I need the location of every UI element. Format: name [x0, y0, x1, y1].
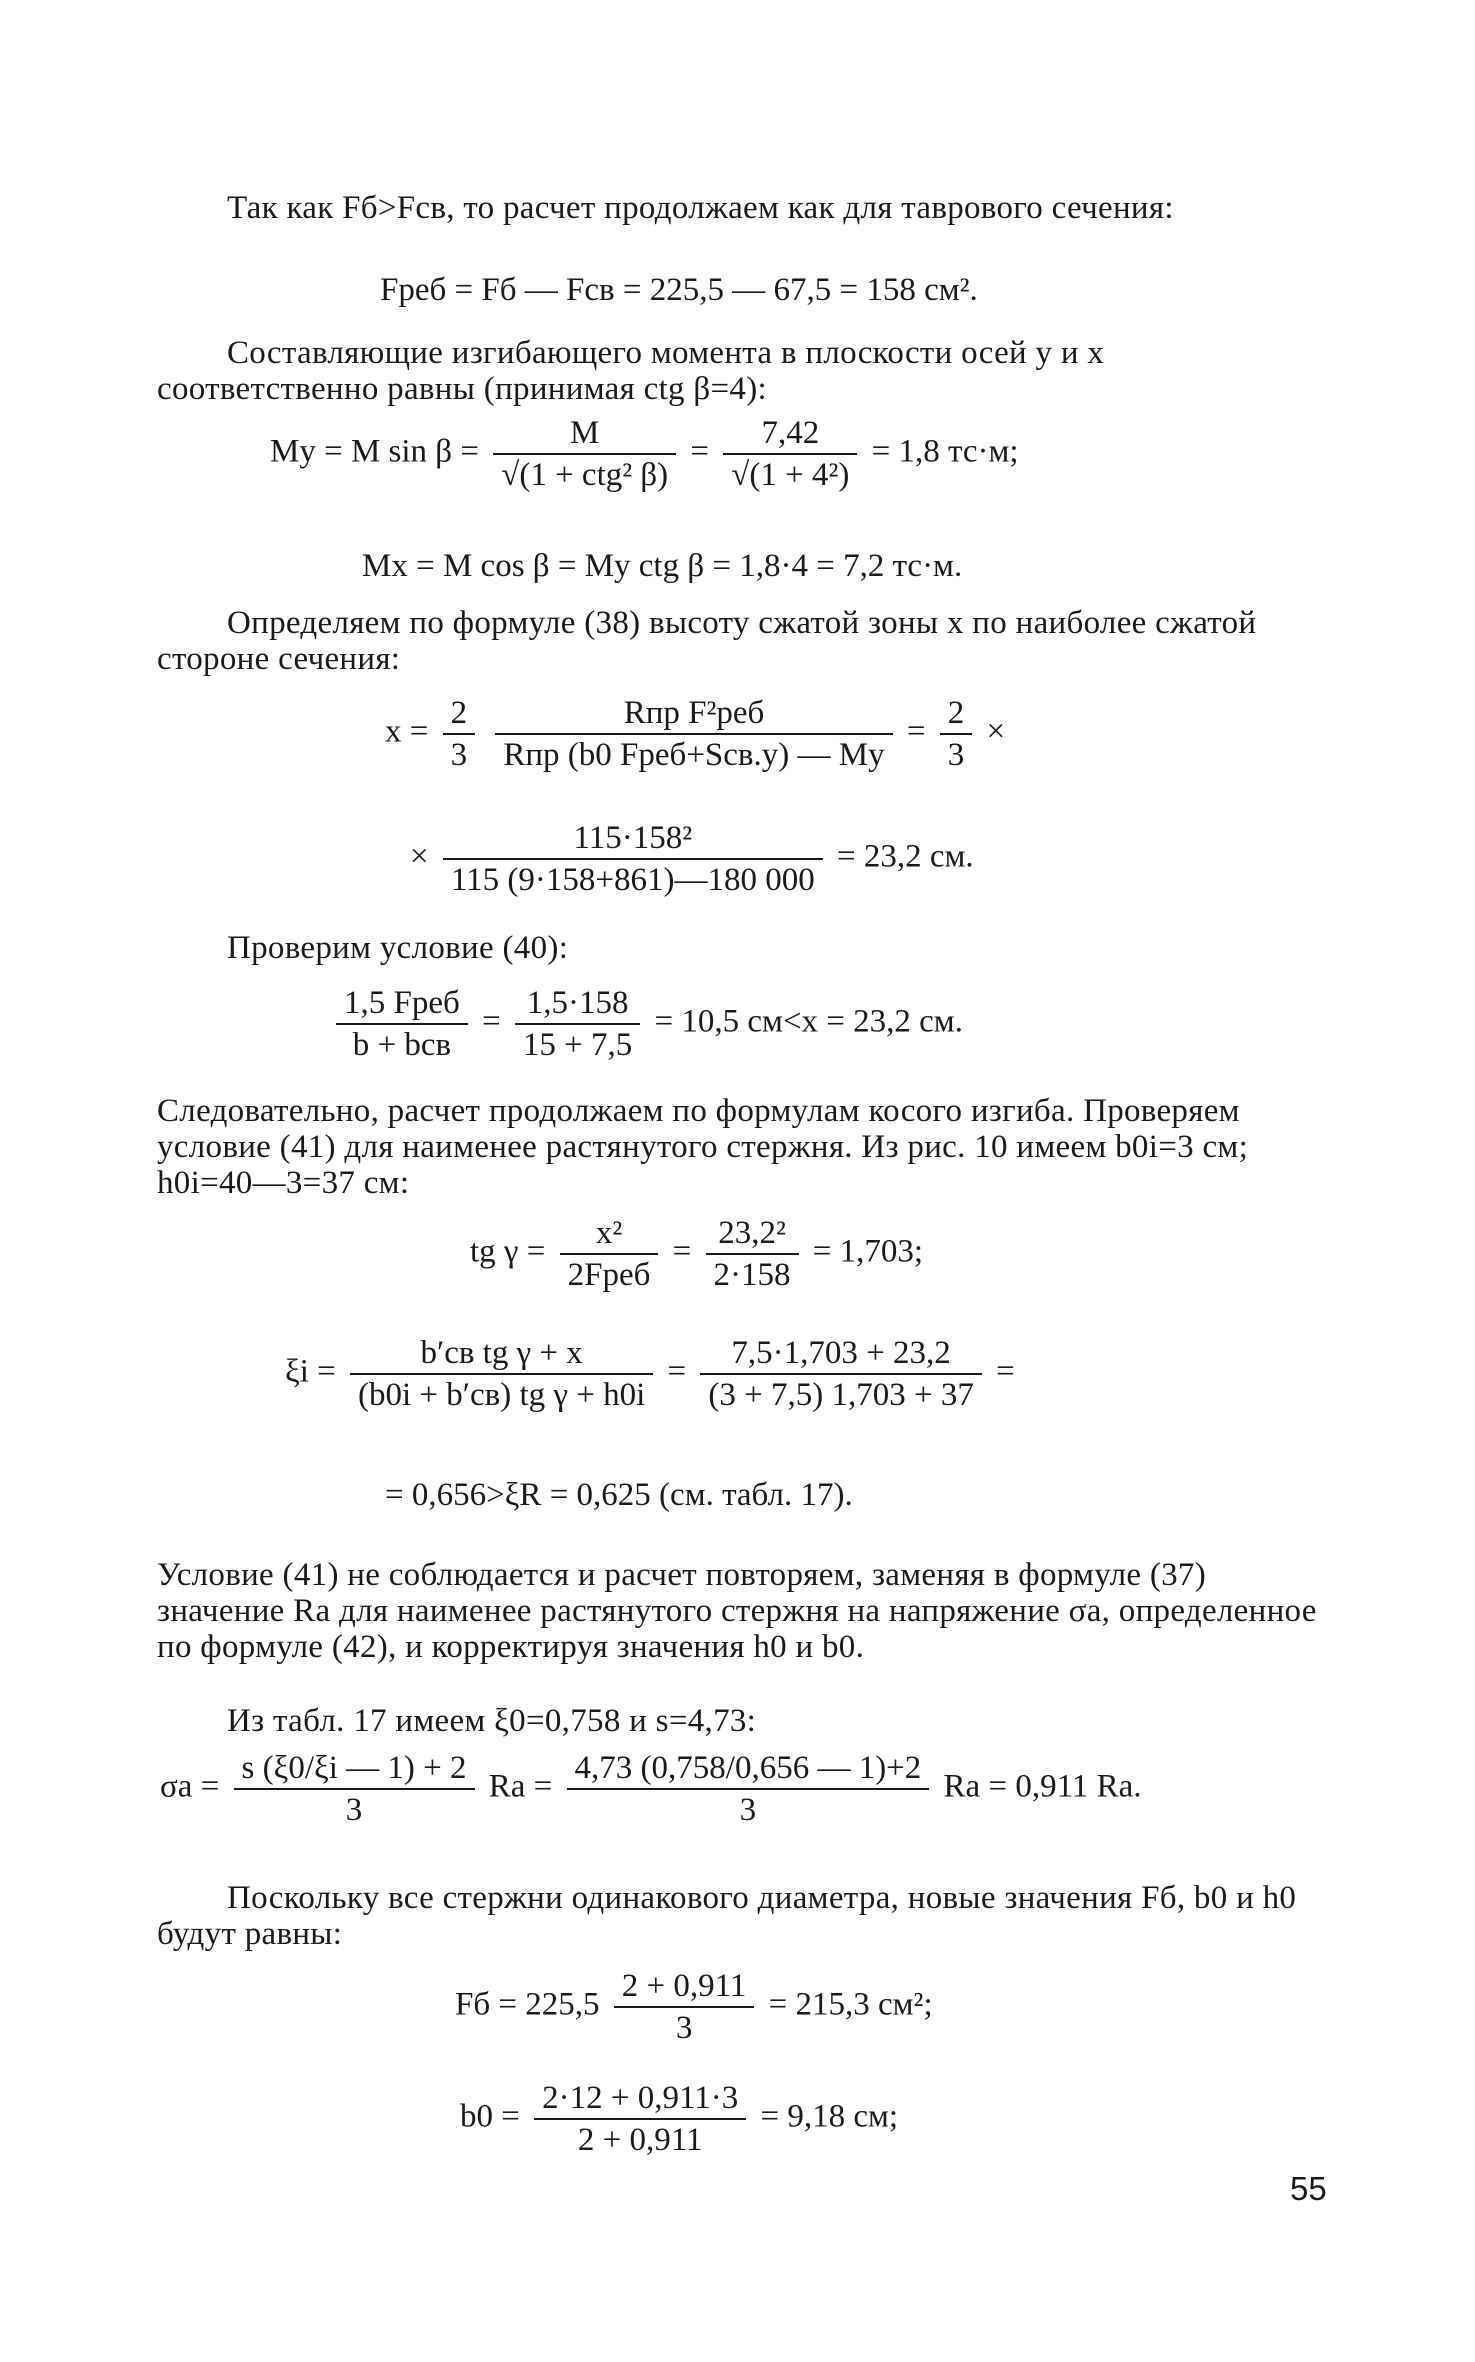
- denominator: 3: [450, 737, 468, 773]
- equals-sign: =: [906, 713, 926, 750]
- numerator: 2: [443, 695, 476, 735]
- fraction-232: [706, 1215, 799, 1293]
- denominator: 2·158: [713, 1257, 791, 1293]
- numerator: b′св tg γ + x: [350, 1335, 653, 1375]
- equation-tg-gamma-result: = 1,703;: [812, 1233, 924, 1270]
- equation-x-result: = 23,2 см.: [836, 838, 974, 875]
- fraction-115: [443, 820, 823, 898]
- equals-sign: =: [482, 1003, 501, 1040]
- paragraph-4: Проверим условие (40):: [227, 930, 569, 966]
- numerator: 2·12 + 0,911·3: [534, 2080, 746, 2120]
- fraction-2-0911: [614, 1968, 755, 2046]
- fraction-bsv: [350, 1335, 653, 1413]
- fraction-rpr: [495, 695, 892, 773]
- equation-my: [270, 415, 1019, 493]
- fraction-15-158: [515, 985, 640, 1063]
- equation-b0-lhs: b0 =: [460, 2098, 520, 2135]
- denominator: 3: [675, 2010, 693, 2046]
- numerator: M: [493, 415, 676, 455]
- numerator: s (ξ0/ξi — 1) + 2: [234, 1750, 475, 1790]
- denominator: 2Fреб: [567, 1257, 651, 1293]
- fraction-75: [700, 1335, 981, 1413]
- equation-sigma-a-lhs: σа =: [160, 1768, 220, 1805]
- times-sign: ×: [410, 838, 429, 875]
- equation-xi-result: = 0,656>ξR = 0,625 (см. табл. 17).: [385, 1477, 853, 1513]
- equation-sigma-a-result: Rа = 0,911 Rа.: [943, 1768, 1142, 1805]
- denominator: (3 + 7,5) 1,703 + 37: [708, 1377, 974, 1413]
- denominator: 2 + 0,911: [577, 2122, 703, 2158]
- denominator: b + bсв: [352, 1027, 452, 1063]
- numerator: 2 + 0,911: [614, 1968, 755, 2008]
- paragraph-5: Следовательно, расчет продолжаем по формулам косого изгиба. Проверяем условие (41) для наименее растянутого стержня. Из рис. 10 имеем b0i=3 см; h0i=40—3=37 см:: [157, 1093, 1249, 1201]
- paragraph-8: Поскольку все стержни одинакового диаметра, новые значения Fб, b0 и h0 будут равны:: [157, 1880, 1297, 1952]
- denominator: 3: [947, 737, 965, 773]
- denominator: 3: [345, 1792, 363, 1828]
- equation-sigma-a-mid: Rа =: [488, 1768, 553, 1805]
- denominator: √(1 + 4²): [731, 457, 850, 493]
- equation-tg-gamma: [470, 1215, 923, 1293]
- fraction-s-xi: [234, 1750, 475, 1828]
- fraction-m-over-root: [493, 415, 676, 493]
- numerator: x²: [560, 1215, 659, 1255]
- equation-mx: Mx = M cos β = My ctg β = 1,8·4 = 7,2 тс·м.: [362, 548, 963, 584]
- fraction-473: [567, 1750, 930, 1828]
- numerator: 1,5 Fреб: [336, 985, 468, 1025]
- equation-tg-gamma-lhs: tg γ =: [470, 1233, 546, 1270]
- equation-x-lhs: x =: [385, 713, 429, 750]
- fraction-212: [534, 2080, 746, 2158]
- numerator: 7,42: [723, 415, 857, 455]
- equation-fб: [455, 1968, 933, 2046]
- fraction-x2: [560, 1215, 659, 1293]
- paragraph-1: Так как Fб>Fсв, то расчет продолжаем как для таврового сечения:: [227, 190, 1174, 226]
- equation-sigma-a: [160, 1750, 1142, 1828]
- fraction-15fреб: [336, 985, 468, 1063]
- numerator: 115·158²: [443, 820, 823, 860]
- numerator: 1,5·158: [515, 985, 640, 1025]
- equation-check-40-result: = 10,5 см<x = 23,2 см.: [654, 1003, 963, 1040]
- equation-my-lhs: My = M sin β =: [270, 433, 479, 470]
- equals-sign: =: [672, 1233, 692, 1270]
- equation-fреб: Fреб = Fб — Fсв = 225,5 — 67,5 = 158 см².: [380, 272, 978, 308]
- equation-fб-result: = 215,3 см²;: [768, 1986, 933, 2023]
- fraction-742-over-root: [723, 415, 857, 493]
- equation-my-rhs: = 1,8 тс·м;: [871, 433, 1019, 470]
- equation-x: [385, 695, 1005, 773]
- paragraph-6: Условие (41) не соблюдается и расчет повторяем, заменяя в формуле (37) значение Rа для наименее растянутого стержня на напряжение σа, определенное по формуле (42), и корректируя значения h0 и b0.: [157, 1557, 1317, 1665]
- equation-xi-i-lhs: ξi =: [285, 1353, 336, 1390]
- page-number: 55: [1290, 2170, 1327, 2207]
- numerator: 23,2²: [706, 1215, 799, 1255]
- numerator: 7,5·1,703 + 23,2: [700, 1335, 981, 1375]
- equals-sign: =: [690, 433, 710, 470]
- equation-fб-lhs: Fб = 225,5: [455, 1986, 600, 2023]
- denominator: 15 + 7,5: [522, 1027, 633, 1063]
- denominator: (b0i + b′св) tg γ + h0i: [358, 1377, 646, 1413]
- paragraph-2: Составляющие изгибающего момента в плоскости осей y и x соответственно равны (принимая ctg β=4):: [157, 335, 1105, 407]
- numerator: 4,73 (0,758/0,656 — 1)+2: [567, 1750, 930, 1790]
- paragraph-3: Определяем по формуле (38) высоту сжатой зоны x по наиболее сжатой стороне сечения:: [157, 605, 1257, 677]
- equals-sign: =: [667, 1353, 687, 1390]
- numerator: Rпр F²реб: [495, 695, 892, 735]
- fraction-2-3-b: [940, 695, 973, 773]
- fraction-2-3: [443, 695, 476, 773]
- times-sign: ×: [986, 713, 1006, 750]
- equation-check-40: [330, 985, 963, 1063]
- denominator: √(1 + ctg² β): [501, 457, 669, 493]
- equation-xi-i: [285, 1335, 1015, 1413]
- denominator: Rпр (b0 Fреб+Sсв.y) — My: [503, 737, 885, 773]
- numerator: 2: [940, 695, 973, 735]
- equation-x-continued: [410, 820, 974, 898]
- denominator: 3: [739, 1792, 757, 1828]
- equals-sign: =: [996, 1353, 1015, 1390]
- denominator: 115 (9·158+861)—180 000: [450, 862, 815, 898]
- paragraph-7: Из табл. 17 имеем ξ0=0,758 и s=4,73:: [227, 1703, 757, 1739]
- equation-b0: [460, 2080, 898, 2158]
- equation-b0-result: = 9,18 см;: [760, 2098, 899, 2135]
